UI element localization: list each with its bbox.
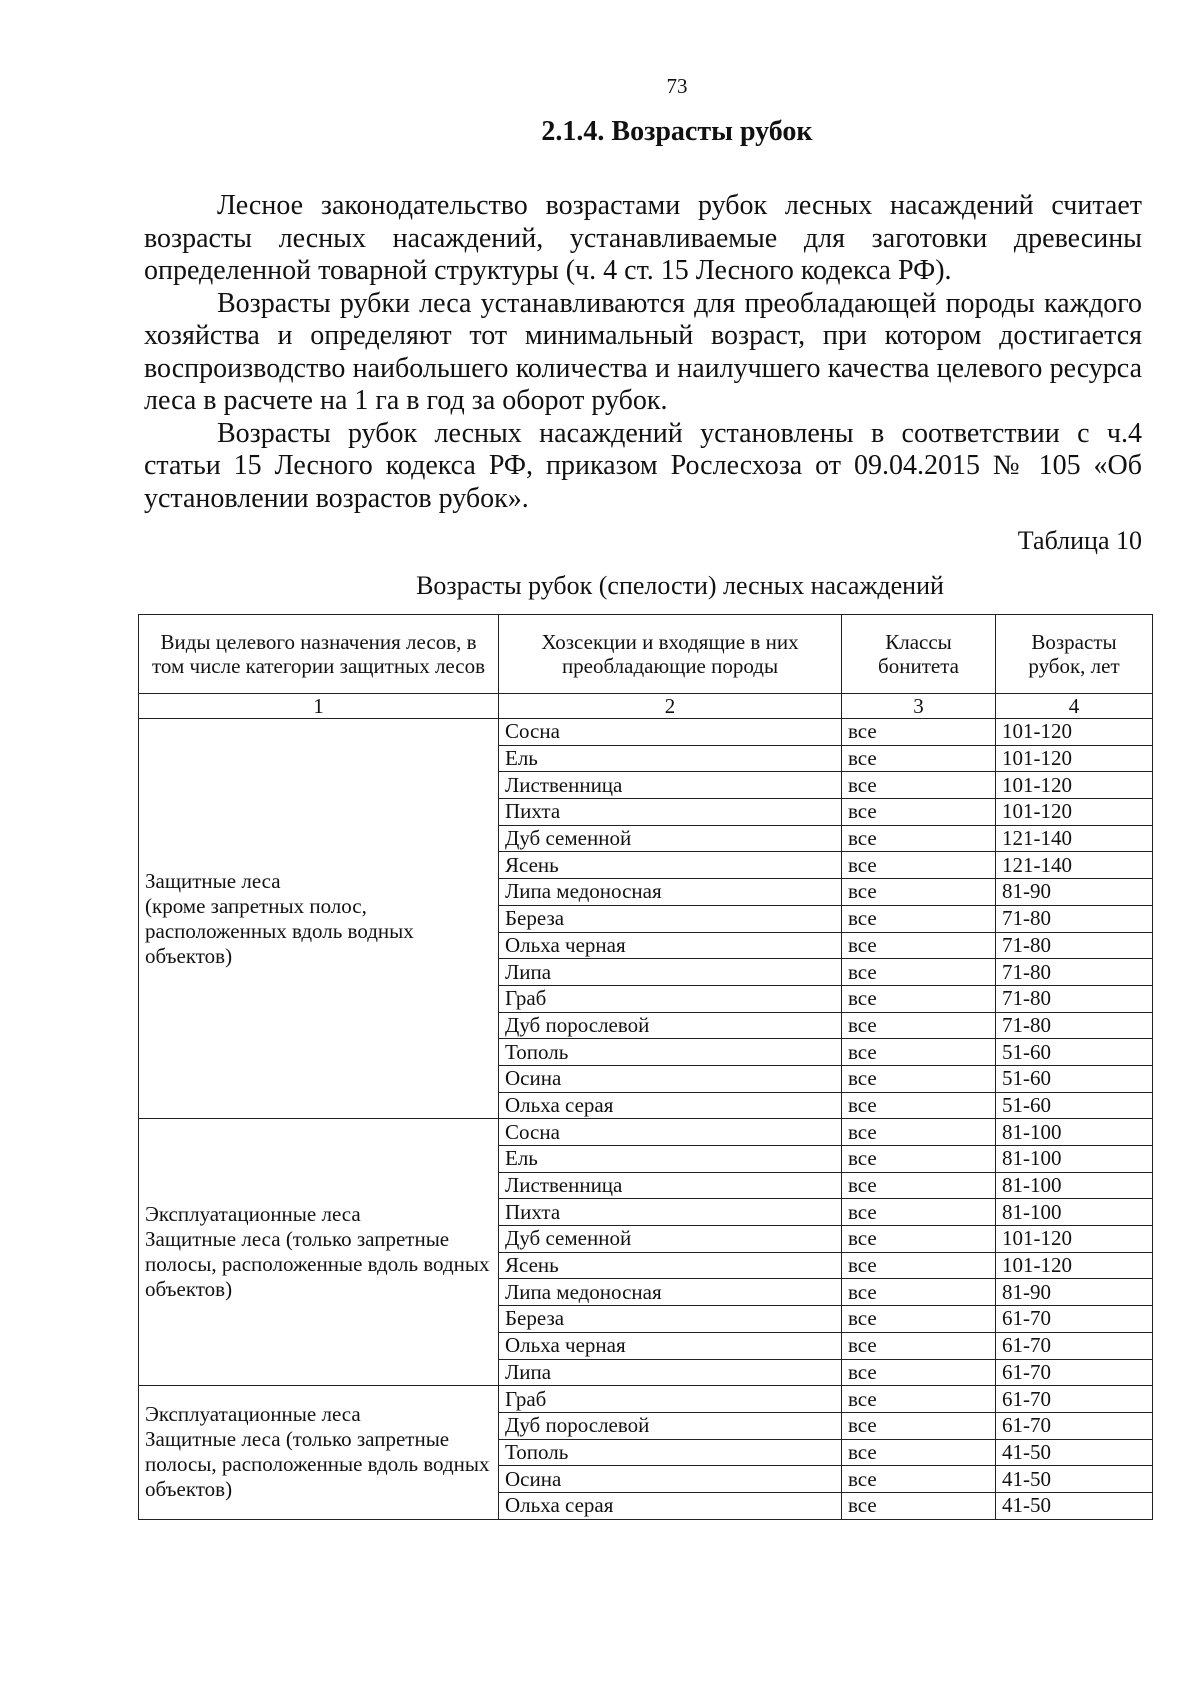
- forest-category-cell: [139, 1119, 499, 1386]
- site-class-cell: все: [842, 985, 996, 1012]
- cutting-age-cell: 61-70: [996, 1359, 1153, 1386]
- species-cell: Лиственница: [499, 1172, 842, 1199]
- site-class-cell: все: [842, 1252, 996, 1279]
- cutting-age-cell: 121-140: [996, 825, 1153, 852]
- site-class-cell: все: [842, 1332, 996, 1359]
- column-header: Классы бонитета: [842, 615, 996, 694]
- cutting-age-cell: 41-50: [996, 1439, 1153, 1466]
- forest-category-line: Эксплуатационные леса: [145, 1402, 361, 1427]
- species-cell: Береза: [499, 1306, 842, 1333]
- cutting-age-cell: 61-70: [996, 1306, 1153, 1333]
- forest-category-line: Защитные леса (только запретные полосы, расположенные вдоль водных объектов): [145, 1427, 490, 1502]
- species-cell: Дуб семенной: [499, 825, 842, 852]
- paragraph: Лесное законодательство возрастами рубок лесных насаждений считает возрасты лесных насаждений, устанавливаемые для заготовки древесины определенной товарной структуры (ч. 4 ст. 15 Лесного кодекса РФ).: [144, 190, 1142, 286]
- site-class-cell: все: [842, 1092, 996, 1119]
- species-cell: Липа медоносная: [499, 1279, 842, 1306]
- species-cell: Ольха серая: [499, 1492, 842, 1519]
- species-cell: Береза: [499, 905, 842, 932]
- cutting-age-cell: 81-90: [996, 1279, 1153, 1306]
- site-class-cell: все: [842, 905, 996, 932]
- species-cell: Липа: [499, 959, 842, 986]
- cutting-age-table: [138, 614, 1153, 1520]
- site-class-cell: все: [842, 1119, 996, 1146]
- species-cell: Тополь: [499, 1039, 842, 1066]
- cutting-age-cell: 71-80: [996, 932, 1153, 959]
- cutting-age-cell: 81-100: [996, 1119, 1153, 1146]
- table-row: [139, 719, 1153, 746]
- site-class-cell: все: [842, 1466, 996, 1493]
- cutting-age-cell: 51-60: [996, 1065, 1153, 1092]
- site-class-cell: все: [842, 1359, 996, 1386]
- cutting-age-cell: 61-70: [996, 1412, 1153, 1439]
- cutting-age-cell: 81-100: [996, 1199, 1153, 1226]
- table-body: [139, 719, 1153, 1520]
- column-number: 2: [499, 694, 842, 719]
- species-cell: Тополь: [499, 1439, 842, 1466]
- cutting-age-cell: 101-120: [996, 772, 1153, 799]
- site-class-cell: все: [842, 852, 996, 879]
- site-class-cell: все: [842, 745, 996, 772]
- table-row: [139, 1119, 1153, 1146]
- species-cell: Ясень: [499, 852, 842, 879]
- site-class-cell: все: [842, 1306, 996, 1333]
- site-class-cell: все: [842, 1146, 996, 1173]
- column-number-row: [139, 694, 1153, 719]
- cutting-age-cell: 81-100: [996, 1146, 1153, 1173]
- cutting-age-cell: 51-60: [996, 1039, 1153, 1066]
- species-cell: Дуб семенной: [499, 1226, 842, 1253]
- species-cell: Липа медоносная: [499, 879, 842, 906]
- cutting-age-cell: 81-100: [996, 1172, 1153, 1199]
- column-number: 4: [996, 694, 1153, 719]
- cutting-age-cell: 121-140: [996, 852, 1153, 879]
- forest-category-line: Защитные леса (только запретные полосы, расположенные вдоль водных объектов): [145, 1227, 490, 1302]
- site-class-cell: все: [842, 1226, 996, 1253]
- section-heading: 2.1.4. Возрасты рубок: [541, 116, 813, 147]
- cutting-age-cell: 101-120: [996, 1226, 1153, 1253]
- cutting-age-cell: 41-50: [996, 1466, 1153, 1493]
- cutting-age-cell: 101-120: [996, 719, 1153, 746]
- site-class-cell: все: [842, 1439, 996, 1466]
- site-class-cell: все: [842, 825, 996, 852]
- species-cell: Ель: [499, 745, 842, 772]
- cutting-age-cell: 71-80: [996, 1012, 1153, 1039]
- species-cell: Пихта: [499, 799, 842, 826]
- cutting-age-cell: 71-80: [996, 985, 1153, 1012]
- species-cell: Сосна: [499, 1119, 842, 1146]
- site-class-cell: все: [842, 1199, 996, 1226]
- column-header: Хозсекции и входящие в них преобладающие породы: [499, 615, 842, 694]
- species-cell: Граб: [499, 1386, 842, 1413]
- species-cell: Пихта: [499, 1199, 842, 1226]
- cutting-age-cell: 41-50: [996, 1492, 1153, 1519]
- species-cell: Осина: [499, 1065, 842, 1092]
- cutting-age-cell: 101-120: [996, 745, 1153, 772]
- forest-category-line: Эксплуатационные леса: [145, 1202, 361, 1227]
- species-cell: Ольха серая: [499, 1092, 842, 1119]
- cutting-age-cell: 101-120: [996, 1252, 1153, 1279]
- site-class-cell: все: [842, 772, 996, 799]
- site-class-cell: все: [842, 879, 996, 906]
- site-class-cell: все: [842, 1279, 996, 1306]
- forest-category-line: Защитные леса: [145, 868, 281, 893]
- forest-category-cell: [139, 1386, 499, 1519]
- cutting-age-cell: 81-90: [996, 879, 1153, 906]
- cutting-age-cell: 61-70: [996, 1332, 1153, 1359]
- site-class-cell: все: [842, 959, 996, 986]
- site-class-cell: все: [842, 1012, 996, 1039]
- table-row: [139, 1386, 1153, 1413]
- species-cell: Ель: [499, 1146, 842, 1173]
- column-header: Виды целевого назначения лесов, в том числе категории защитных лесов: [139, 615, 499, 694]
- site-class-cell: все: [842, 1412, 996, 1439]
- cutting-age-cell: 71-80: [996, 905, 1153, 932]
- site-class-cell: все: [842, 932, 996, 959]
- site-class-cell: все: [842, 1386, 996, 1413]
- paragraph: Возрасты рубки леса устанавливаются для преобладающей породы каждого хозяйства и определяют тот минимальный возраст, при котором достигается воспроизводство наибольшего количества и наилучшего качества целевого ресурса леса в расчете на 1 га в год за оборот рубок.: [144, 287, 1142, 416]
- species-cell: Дуб порослевой: [499, 1412, 842, 1439]
- table-title: Возрасты рубок (спелости) лесных насаждений: [416, 571, 944, 600]
- species-cell: Ясень: [499, 1252, 842, 1279]
- column-header: Возрасты рубок, лет: [996, 615, 1153, 694]
- species-cell: Граб: [499, 985, 842, 1012]
- site-class-cell: все: [842, 1172, 996, 1199]
- forest-category-line: (кроме запретных полос, расположенных вдоль водных объектов): [145, 893, 414, 968]
- site-class-cell: все: [842, 1492, 996, 1519]
- table-header-row: [139, 615, 1153, 694]
- species-cell: Лиственница: [499, 772, 842, 799]
- site-class-cell: все: [842, 1065, 996, 1092]
- cutting-age-cell: 61-70: [996, 1386, 1153, 1413]
- cutting-age-cell: 71-80: [996, 959, 1153, 986]
- species-cell: Ольха черная: [499, 1332, 842, 1359]
- species-cell: Липа: [499, 1359, 842, 1386]
- species-cell: Дуб порослевой: [499, 1012, 842, 1039]
- column-number: 3: [842, 694, 996, 719]
- paragraph: Возрасты рубок лесных насаждений установлены в соответствии с ч.4 статьи 15 Лесного кодекса РФ, приказом Рослесхоза от 09.04.2015 № 105 «Об установлении возрастов рубок».: [144, 417, 1142, 514]
- column-number: 1: [139, 694, 499, 719]
- site-class-cell: все: [842, 1039, 996, 1066]
- site-class-cell: все: [842, 719, 996, 746]
- species-cell: Осина: [499, 1466, 842, 1493]
- cutting-age-cell: 51-60: [996, 1092, 1153, 1119]
- forest-category-cell: [139, 719, 499, 1119]
- body-text: [144, 190, 1142, 515]
- page-number: 73: [666, 74, 688, 98]
- species-cell: Ольха черная: [499, 932, 842, 959]
- site-class-cell: все: [842, 799, 996, 826]
- cutting-age-cell: 101-120: [996, 799, 1153, 826]
- table-label: Таблица 10: [1017, 526, 1142, 555]
- species-cell: Сосна: [499, 719, 842, 746]
